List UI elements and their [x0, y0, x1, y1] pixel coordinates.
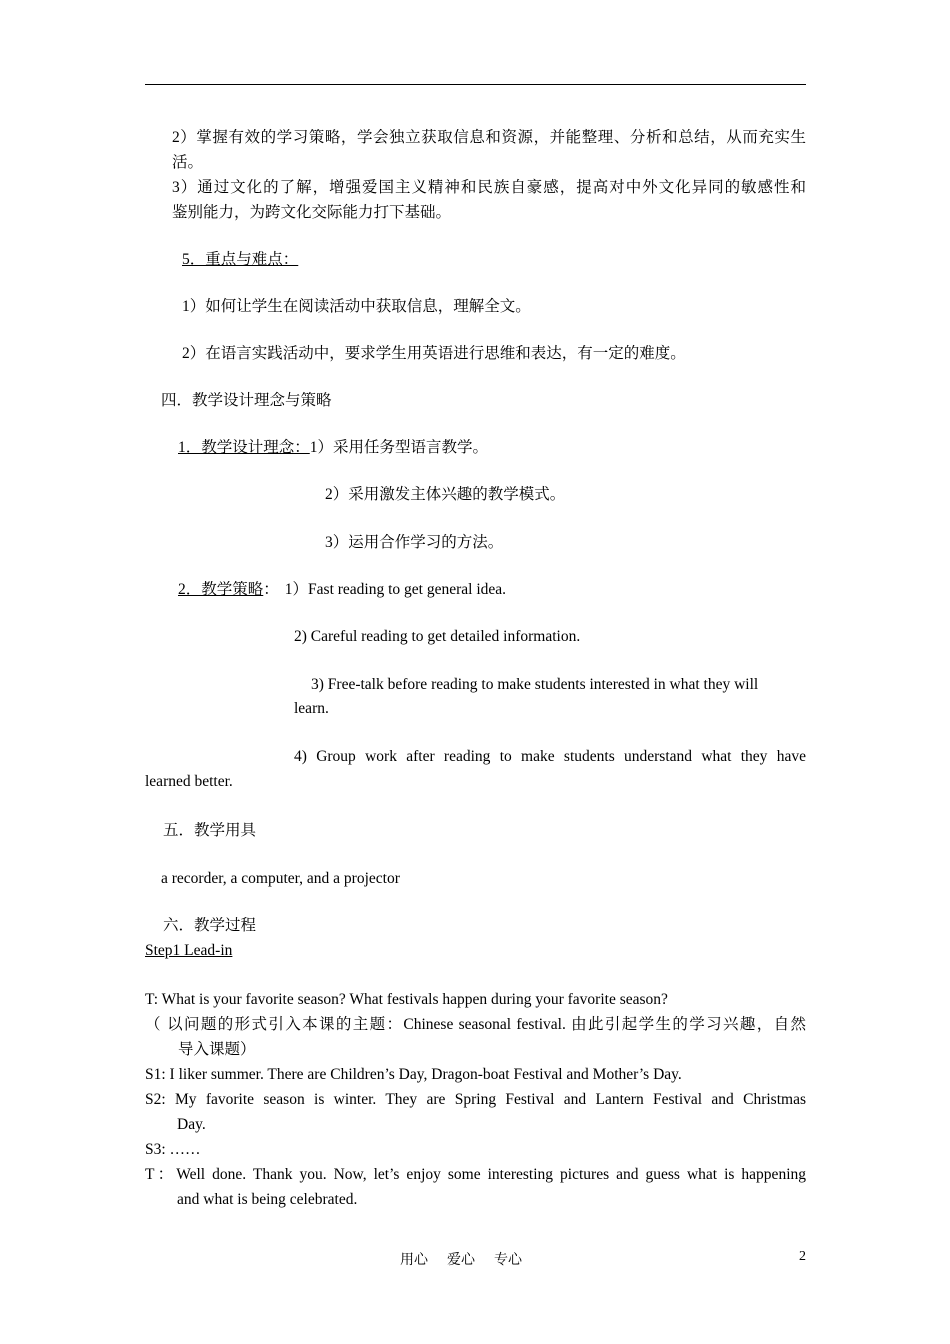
strategy-2: 2) Careful reading to get detailed information.: [294, 628, 581, 645]
strategy-colon: ：: [263, 581, 279, 598]
teacher-question: T: What is your favorite season? What festivals happen during your favorite season?: [145, 991, 668, 1008]
section-4-heading: 四．教学设计理念与策略: [161, 392, 332, 409]
strategy-3-line-1: 3) Free-talk before reading to make students interested in what they will: [311, 676, 759, 693]
page-number: 2: [799, 1249, 806, 1264]
student-3-answer: S3: ……: [145, 1141, 201, 1158]
header-rule: [145, 84, 806, 85]
key-point-1: 1）如何让学生在阅读活动中获取信息，理解全文。: [182, 298, 531, 315]
strategy-1: 1）Fast reading to get general idea.: [284, 581, 507, 598]
lead-in-note-line-2: 导入课题）: [178, 1041, 256, 1058]
objective-3-line-1: 3）通过文化的了解，增强爱国主义精神和民族自豪感，提高对中外文化异同的敏感性和: [172, 179, 806, 196]
design-concept-1: 1）采用任务型语言教学。: [309, 439, 489, 456]
objective-2-line-2: 活。: [172, 154, 204, 171]
strategy-4-line-1: 4) Group work after reading to make students understand what they have: [294, 748, 806, 765]
lead-in-note-line-1: （ 以问题的形式引入本课的主题：Chinese seasonal festival. 由此引起学生的学习兴趣，自然: [145, 1016, 806, 1033]
teacher-reply-line-1: T：Well done. Thank you. Now, let’s enjoy some interesting pictures and guess what is happening: [145, 1166, 806, 1183]
footer-motto-2: 爱心: [447, 1253, 475, 1268]
strategy-line: [178, 580, 506, 600]
section-6-heading: 六．教学过程: [163, 917, 257, 934]
student-2-answer-line-2: Day.: [177, 1116, 206, 1133]
teaching-tools: a recorder, a computer, and a projector: [161, 870, 400, 887]
student-2-answer-line-1: S2: My favorite season is winter. They are Spring Festival and Lantern Festival and Christmas: [145, 1091, 806, 1108]
design-concept-line: [178, 438, 488, 458]
teacher-reply-line-2: and what is being celebrated.: [177, 1191, 358, 1208]
footer-motto-3: 专心: [494, 1253, 522, 1268]
step-1-heading: Step1 Lead-in: [145, 942, 233, 959]
objective-2-line-1: 2）掌握有效的学习策略，学会独立获取信息和资源，并能整理、分析和总结，从而充实生: [172, 129, 806, 146]
key-points-heading: 5．重点与难点：: [182, 251, 299, 268]
key-point-2: 2）在语言实践活动中，要求学生用英语进行思维和表达，有一定的难度。: [182, 345, 686, 362]
footer-motto-1: 用心: [400, 1253, 428, 1268]
design-concept-2: 2）采用激发主体兴趣的教学模式。: [325, 486, 566, 503]
design-concept-label: 1．教学设计理念：: [178, 439, 310, 456]
objective-3-line-2: 鉴别能力，为跨文化交际能力打下基础。: [172, 204, 452, 221]
section-5-heading: 五．教学用具: [163, 822, 257, 839]
design-concept-3: 3）运用合作学习的方法。: [325, 534, 504, 551]
student-1-answer: S1: I liker summer. There are Children’s Day, Dragon-boat Festival and Mother’s Day.: [145, 1066, 682, 1083]
strategy-label: 2．教学策略: [178, 581, 264, 598]
strategy-4-line-2: learned better.: [145, 773, 233, 790]
strategy-3-line-2: learn.: [294, 700, 329, 717]
